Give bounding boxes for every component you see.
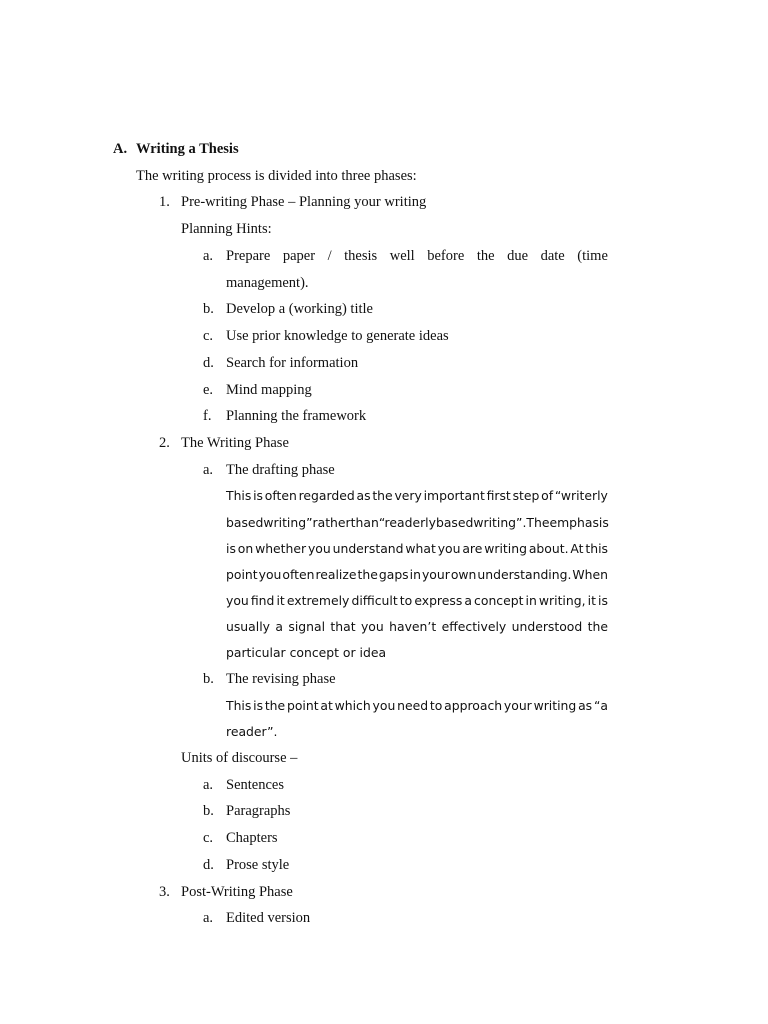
post-writing-text: Edited version <box>226 910 311 926</box>
hint-text-line: management). <box>226 275 309 291</box>
unit-text: Prose style <box>226 857 290 873</box>
unit-marker: d. <box>203 857 214 873</box>
drafting-paragraph-line: This is often regarded as the very important first step of “writerly <box>226 488 608 503</box>
phase1-title: Pre-writing Phase – Planning your writing <box>181 194 427 210</box>
revising-marker: b. <box>203 671 214 687</box>
drafting-paragraph-line: usually a signal that you haven’t effectively understood the <box>226 619 608 634</box>
phase2-number: 2. <box>159 435 170 451</box>
hint-marker: b. <box>203 301 214 317</box>
hint-text: Planning the framework <box>226 408 367 424</box>
unit-text: Chapters <box>226 830 278 846</box>
phase2-title: The Writing Phase <box>181 435 289 451</box>
drafting-title: The drafting phase <box>226 462 335 478</box>
drafting-marker: a. <box>203 462 214 478</box>
drafting-paragraph-line: is on whether you understand what you are writing about. At this <box>226 541 608 556</box>
drafting-paragraph-line: point you often realize the gaps in your own understanding. When <box>226 567 608 582</box>
hint-marker: c. <box>203 328 214 344</box>
unit-marker: a. <box>203 777 214 793</box>
hint-text: Develop a (working) title <box>226 301 373 317</box>
revising-paragraph-line: This is the point at which you need to approach your writing as “a <box>226 698 608 713</box>
hint-marker: a. <box>203 248 214 264</box>
unit-text: Paragraphs <box>226 803 291 819</box>
intro-text: The writing process is divided into three phases: <box>136 168 417 184</box>
hint-text: Mind mapping <box>226 382 312 398</box>
post-writing-marker: a. <box>203 910 214 926</box>
hint-text-line: Prepare paper / thesis well before the due date (time <box>226 248 608 264</box>
planning-hints-label: Planning Hints: <box>181 221 272 237</box>
phase1-number: 1. <box>159 194 170 210</box>
unit-marker: b. <box>203 803 214 819</box>
phase3-number: 3. <box>159 884 170 900</box>
drafting-paragraph-line: particular concept or idea <box>226 645 387 660</box>
section-marker: A. <box>113 141 128 157</box>
hint-text: Search for information <box>226 355 359 371</box>
phase3-title: Post-Writing Phase <box>181 884 293 900</box>
drafting-paragraph-line: you find it extremely difficult to express a concept in writing, it is <box>226 593 608 608</box>
hint-marker: d. <box>203 355 214 371</box>
section-title: Writing a Thesis <box>136 141 239 157</box>
revising-paragraph-line: reader”. <box>226 724 278 739</box>
hint-text: Use prior knowledge to generate ideas <box>226 328 449 344</box>
unit-marker: c. <box>203 830 214 846</box>
units-of-discourse-label: Units of discourse – <box>181 750 298 766</box>
unit-text: Sentences <box>226 777 284 793</box>
revising-title: The revising phase <box>226 671 336 687</box>
drafting-paragraph-line: based writing” rather than “readerly based writing”. The emphasis <box>226 515 609 530</box>
hint-marker: f. <box>203 408 212 424</box>
hint-marker: e. <box>203 382 214 398</box>
